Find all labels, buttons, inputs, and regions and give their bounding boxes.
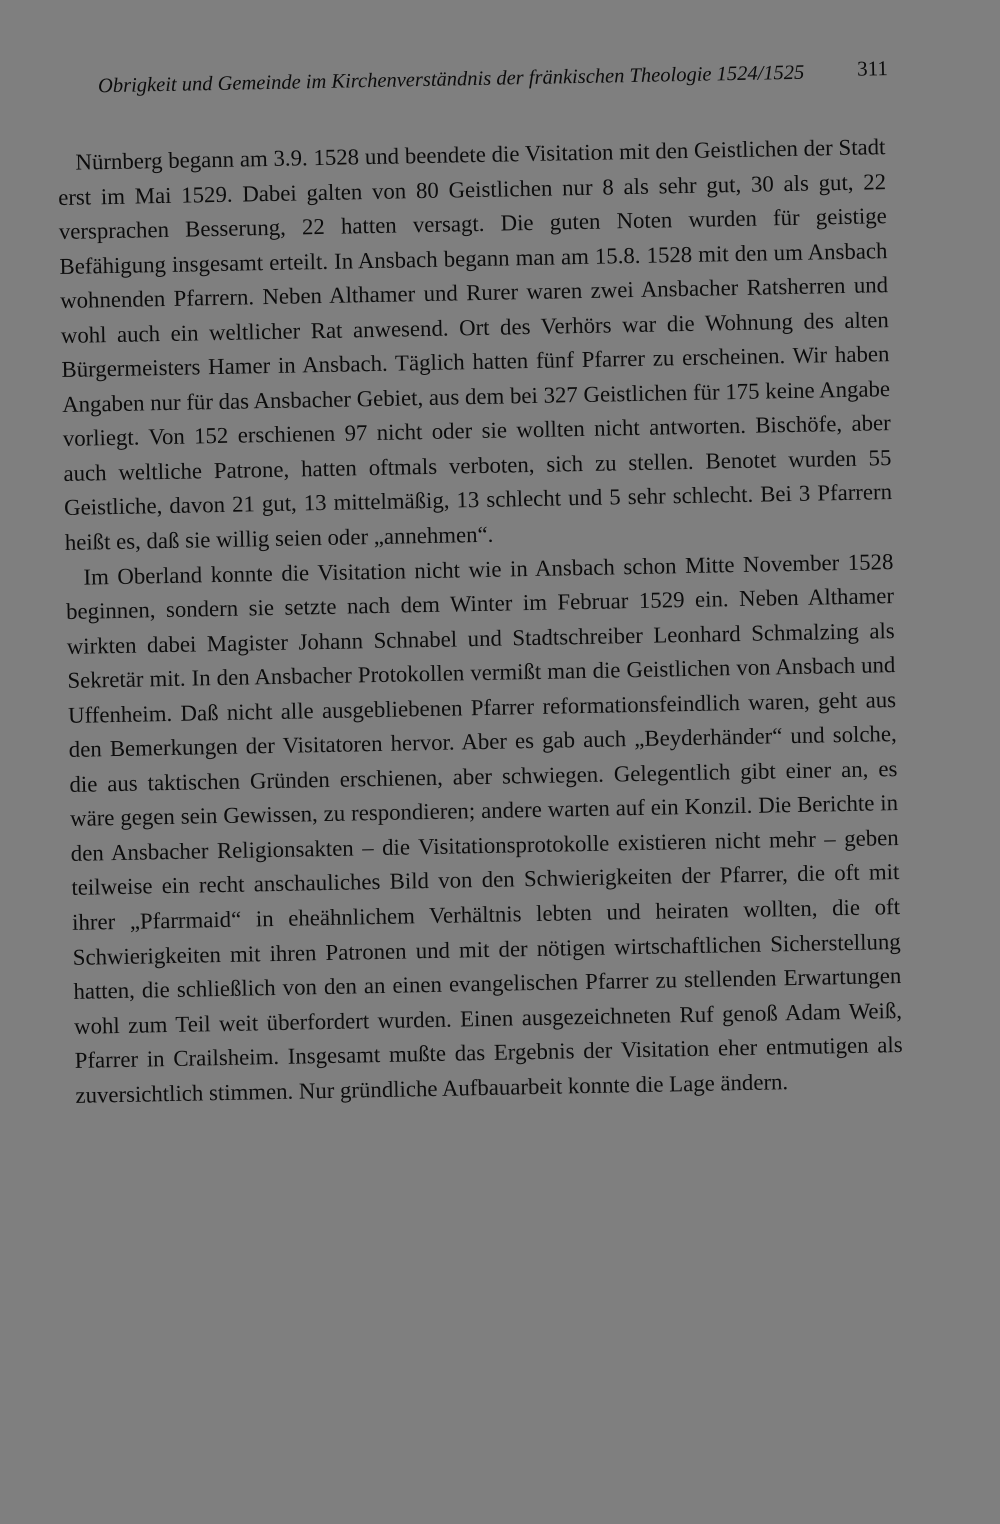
running-head [98,54,889,105]
paragraph: Im Oberland konnte die Visitation nicht wie in Ansbach schon Mitte November 1528 beginnen, sondern sie setzte nach dem Winter im Februar 1529 ein. Neben Althamer wirkten dabei Magister Johann Schnabel und Stadtschreiber Leonhard Schmalzing als Sekretär mit. In den Ansbacher Protokollen vermißt man die Geistlichen von Ansbach und Uffenheim. Daß nicht alle ausgebliebenen Pfarrer reformationsfeindlich waren, geht aus den Bemerkungen der Visitatoren hervor. Aber es gab auch „Beyderhänder“ und solche, die aus taktischen Gründen erschienen, aber schwiegen. Gelegentlich gibt einer an, es wäre gegen sein Gewissen, zu respondieren; andere warten auf ein Konzil. Die Berichte in den Ansbacher Religionsakten – die Visitationsprotokolle existieren nicht mehr – geben teilweise ein recht anschauliches Bild von den Schwierigkeiten der Pfarrer, die oft mit ihrer „Pfarrmaid“ in eheähnlichem Verhältnis lebten und heiraten wollten, die oft Schwierigkeiten mit ihren Patronen und mit der nötigen wirtschaftlichen Sicherstellung hatten, die schließlich von den an einen evangelischen Pfarrer zu stellenden Erwartungen wohl zum Teil weit überfordert wurden. Einen ausgezeichneten Ruf genoß Adam Weiß, Pfarrer in Crailsheim. Insgesamt mußte das Ergebnis der Visitation eher entmutigen als zuversichtlich stimmen. Nur gründliche Aufbauarbeit konnte die Lage ändern. [65,548,903,1108]
body-text [57,130,903,1113]
page-number: 311 [856,56,889,81]
paragraph: Nürnberg begann am 3.9. 1528 und beendete die Visitation mit den Geistlichen der Stadt erst im Mai 1529. Dabei galten von 80 Geistlichen nur 8 als sehr gut, 30 als gut, 22 versprachen Besserung, 22 hatten versagt. Die guten Noten wurden für geistige Befähigung insgesamt erteilt. In Ansbach begann man am 15.8. 1528 mit den um Ansbach wohnenden Pfarrern. Neben Althamer und Rurer waren zwei Ansbacher Ratsherren und wohl auch ein weltlicher Rat anwesend. Ort des Verhörs war die Wohnung des alten Bürgermeisters Hamer in Ansbach. Täglich hatten fünf Pfarrer zu erscheinen. Wir haben Angaben nur für das Ansbacher Gebiet, aus dem bei 327 Geistlichen für 175 keine Angabe vorliegt. Von 152 erschienen 97 nicht oder sie wollten nicht antworten. Bischöfe, aber auch weltliche Patrone, hatten oftmals verboten, sich zu stellen. Benotet wurden 55 Geistliche, davon 21 gut, 13 mittelmäßig, 13 schlecht und 5 sehr schlecht. Bei 3 Pfarrern heißt es, daß sie willig seien oder „annehmen“. [57,134,893,555]
running-head-title: Obrigkeit und Gemeinde im Kirchenverständnis der fränkischen Theologie 1524/1525 [97,61,805,98]
